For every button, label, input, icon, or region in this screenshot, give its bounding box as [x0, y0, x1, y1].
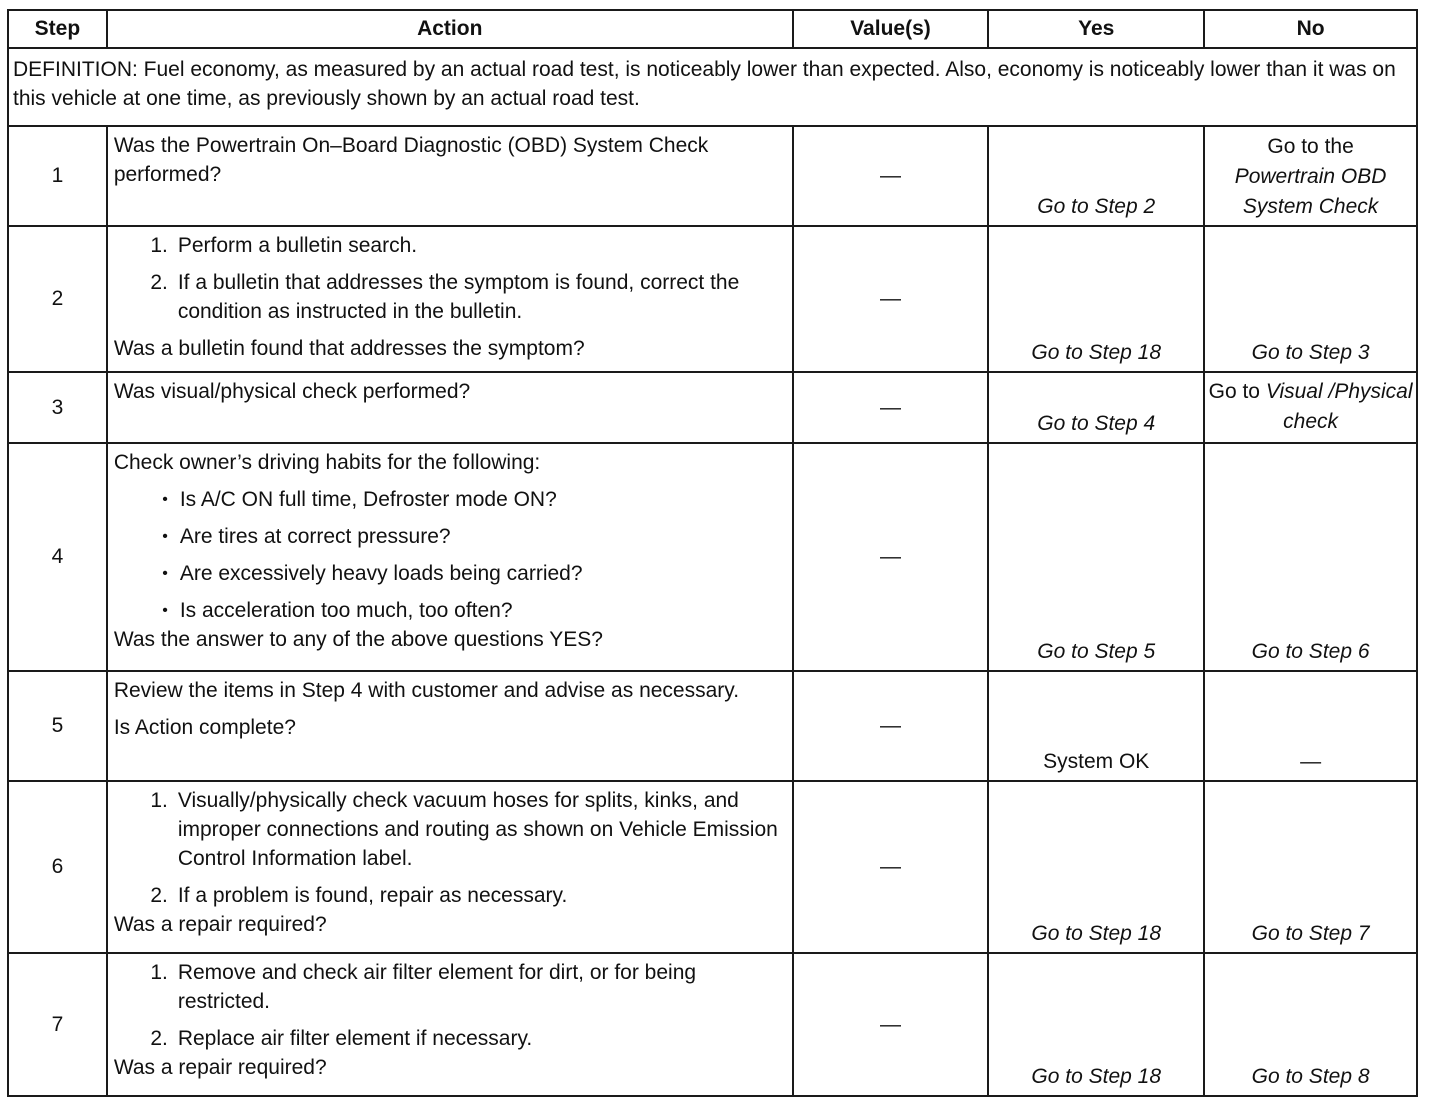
value-cell [793, 126, 989, 226]
value-dash: — [879, 164, 901, 187]
bullet-text: Are excessively heavy loads being carried? [179, 562, 583, 585]
header-row [8, 10, 1417, 48]
item-number: 1. [150, 961, 168, 984]
yes-cell: Go to Step 4 [988, 372, 1204, 443]
yes-cell: System OK [988, 671, 1204, 781]
no-cell [1204, 372, 1417, 443]
list-item [114, 268, 786, 326]
question-text: Was a repair required? [113, 913, 327, 936]
value-dash: — [879, 545, 901, 568]
item-number: 1. [150, 234, 168, 257]
header-no: No [1204, 10, 1417, 48]
table-row-step-3 [8, 372, 1417, 443]
step-number: 7 [8, 953, 107, 1096]
no-prefix: Go to the [1267, 135, 1354, 158]
item-text: Replace air filter element if necessary. [177, 1027, 533, 1050]
step-number: 5 [8, 671, 107, 781]
action-text: Was the Powertrain On–Board Diagnostic (OBD) System Check performed? [113, 134, 709, 186]
table-row-step-5 [8, 671, 1417, 781]
value-cell [793, 781, 989, 953]
value-dash: — [879, 287, 901, 310]
yes-cell: Go to Step 18 [988, 226, 1204, 372]
item-text: Visually/physically check vacuum hoses for splits, kinks, and improper connections and routing as shown on Vehicle Emission Control Information label. [177, 789, 778, 870]
value-cell [793, 953, 989, 1096]
value-cell [793, 372, 989, 443]
table-row-step-1 [8, 126, 1417, 226]
item-text: If a problem is found, repair as necessary. [177, 884, 568, 907]
item-text: If a bulletin that addresses the symptom is found, correct the condition as instructed in the bulletin. [177, 271, 740, 323]
action-text: Review the items in Step 4 with customer and advise as necessary. [113, 679, 740, 702]
bullet-text: Is A/C ON full time, Defroster mode ON? [179, 488, 557, 511]
value-dash: — [879, 855, 901, 878]
question-text: Was the answer to any of the above questions YES? [113, 628, 603, 651]
step-number: 3 [8, 372, 107, 443]
no-cell: Go to Step 6 [1204, 443, 1417, 671]
step-number: 4 [8, 443, 107, 671]
action-text: Was visual/physical check performed? [113, 380, 471, 403]
yes-cell: Go to Step 18 [988, 953, 1204, 1096]
table-row-step-7 [8, 953, 1417, 1096]
action-cell [107, 781, 793, 953]
table-row-step-4 [8, 443, 1417, 671]
item-number: 2. [150, 884, 168, 907]
value-cell [793, 226, 989, 372]
no-link: Visual /Physical check [1265, 380, 1413, 433]
value-cell [793, 443, 989, 671]
intro-text: Check owner’s driving habits for the following: [113, 451, 541, 474]
value-dash: — [879, 395, 901, 419]
header-step: Step [8, 10, 107, 48]
bullet-text: Are tires at correct pressure? [179, 525, 451, 548]
action-cell [107, 953, 793, 1096]
diagnostic-page [7, 9, 1418, 1097]
step-number: 2 [8, 226, 107, 372]
value-dash: — [879, 714, 901, 737]
bullet-item [114, 485, 786, 514]
definition-text: DEFINITION: Fuel economy, as measured by an actual road test, is noticeably lower than expected. Also, economy is noticeably lower than it was on this vehicle at one time, as previously shown by an actual road test. [8, 48, 1417, 126]
item-number: 1. [150, 789, 168, 812]
list-item [114, 958, 786, 1016]
bullet-icon: • [162, 602, 168, 619]
list-item [114, 231, 786, 260]
question-text: Was a bulletin found that addresses the symptom? [113, 337, 585, 360]
action-cell [107, 671, 793, 781]
no-cell: Go to Step 7 [1204, 781, 1417, 953]
table-row-step-6 [8, 781, 1417, 953]
bullet-item [114, 596, 786, 625]
table-row-step-2 [8, 226, 1417, 372]
question-text: Was a repair required? [113, 1056, 327, 1079]
list-item [114, 786, 786, 873]
bullet-text: Is acceleration too much, too often? [179, 599, 513, 622]
diagnostic-table [7, 9, 1418, 1097]
step-number: 6 [8, 781, 107, 953]
list-item [114, 881, 786, 910]
no-cell: Go to Step 3 [1204, 226, 1417, 372]
header-action: Action [107, 10, 793, 48]
no-cell: Go to Step 8 [1204, 953, 1417, 1096]
yes-cell: Go to Step 18 [988, 781, 1204, 953]
bullet-item [114, 559, 786, 588]
no-dash: — [1300, 750, 1322, 773]
value-cell [793, 671, 989, 781]
item-text: Remove and check air filter element for dirt, or for being restricted. [177, 961, 697, 1013]
yes-cell: Go to Step 5 [988, 443, 1204, 671]
action-cell [107, 226, 793, 372]
question-text: Is Action complete? [113, 716, 296, 739]
action-cell [107, 372, 793, 443]
bullet-icon: • [162, 491, 168, 508]
no-cell [1204, 671, 1417, 781]
bullet-icon: • [162, 565, 168, 582]
definition-row [8, 48, 1417, 126]
bullet-item [114, 522, 786, 551]
action-cell [107, 126, 793, 226]
value-dash: — [879, 1012, 901, 1036]
item-text: Perform a bulletin search. [177, 234, 418, 257]
list-item [114, 1024, 786, 1053]
no-cell [1204, 126, 1417, 226]
yes-cell: Go to Step 2 [988, 126, 1204, 226]
item-number: 2. [150, 1027, 168, 1050]
header-yes: Yes [988, 10, 1204, 48]
item-number: 2. [150, 271, 168, 294]
header-values: Value(s) [793, 10, 989, 48]
no-prefix: Go to [1208, 380, 1260, 403]
no-link: Powertrain OBD System Check [1234, 165, 1387, 218]
action-cell [107, 443, 793, 671]
step-number: 1 [8, 126, 107, 226]
bullet-icon: • [162, 528, 168, 545]
